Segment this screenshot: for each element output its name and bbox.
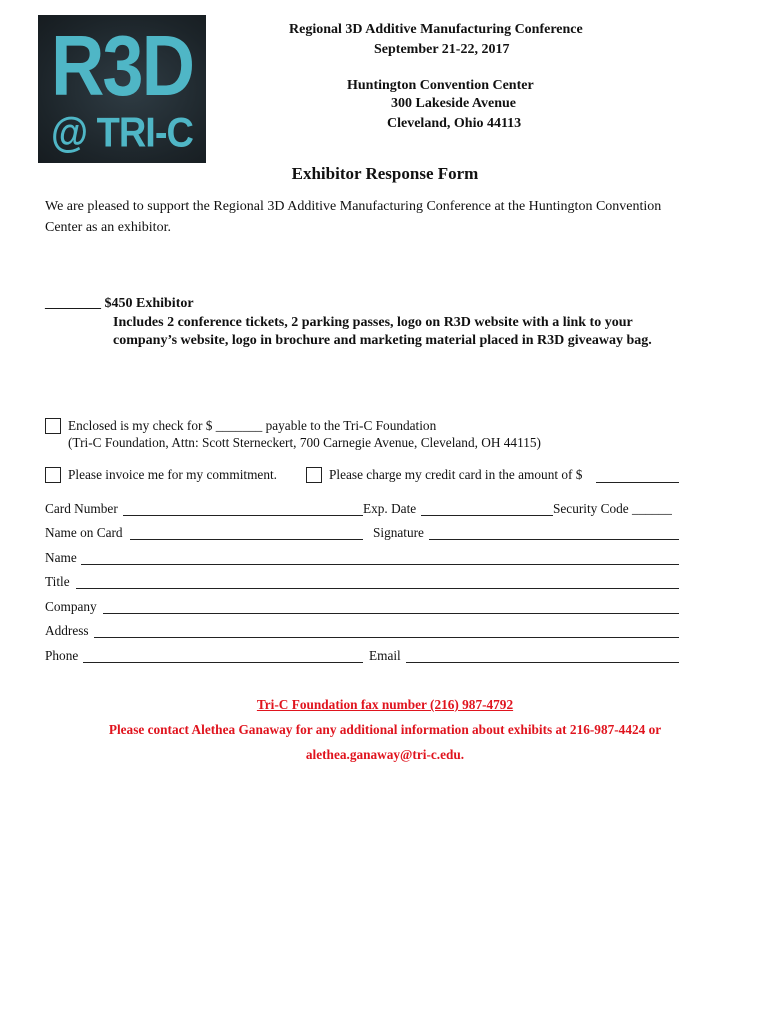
invoice-checkbox[interactable] bbox=[45, 467, 61, 483]
title-field[interactable] bbox=[76, 588, 679, 589]
intro-line-2: Center as an exhibitor. bbox=[45, 220, 171, 235]
invoice-label: Please invoice me for my commitment. bbox=[68, 467, 278, 482]
contact-info-line-1: Please contact Alethea Ganaway for any additional information about exhibits at 216-987-4424 or bbox=[108, 722, 662, 737]
address-field[interactable] bbox=[94, 637, 679, 638]
name-field[interactable] bbox=[81, 564, 679, 565]
company-label: Company bbox=[45, 599, 97, 614]
exhibitor-blank[interactable]: ________ bbox=[45, 296, 101, 311]
form-title: Exhibitor Response Form bbox=[291, 164, 479, 183]
exhibitor-option bbox=[45, 296, 194, 312]
logo-tri-c-text: @ TRI-C bbox=[51, 110, 193, 157]
intro-paragraph bbox=[45, 196, 735, 238]
conference-name: Regional 3D Additive Manufacturing Conference bbox=[289, 22, 583, 37]
phone-label: Phone bbox=[45, 648, 79, 663]
email-label: Email bbox=[369, 648, 401, 663]
r3d-tri-c-logo bbox=[38, 15, 206, 163]
security-code-field[interactable]: ______ bbox=[632, 501, 672, 516]
exp-date-field[interactable] bbox=[421, 515, 553, 516]
security-code-label: Security Code bbox=[553, 501, 629, 516]
name-label: Name bbox=[45, 550, 77, 565]
title-label: Title bbox=[45, 574, 70, 589]
venue-name: Huntington Convention Center bbox=[347, 78, 534, 93]
company-field[interactable] bbox=[103, 613, 679, 614]
signature-label: Signature bbox=[373, 525, 424, 540]
card-number-field[interactable] bbox=[123, 515, 363, 516]
name-on-card-label: Name on Card bbox=[45, 525, 123, 540]
conference-dates: September 21-22, 2017 bbox=[374, 42, 510, 57]
check-mailing-address: (Tri-C Foundation, Attn: Scott Sterneckert, 700 Carnegie Avenue, Cleveland, OH 44115) bbox=[68, 435, 541, 450]
phone-field[interactable] bbox=[83, 662, 363, 663]
address-label: Address bbox=[45, 623, 89, 638]
exhibitor-desc-line-2: company’s website, logo in brochure and marketing material placed in R3D giveaway bag. bbox=[113, 333, 652, 348]
card-number-label: Card Number bbox=[45, 501, 118, 516]
signature-field[interactable] bbox=[429, 539, 679, 540]
check-payable-label: payable to the Tri-C Foundation bbox=[265, 418, 437, 433]
name-on-card-field[interactable] bbox=[130, 539, 363, 540]
check-amount-blank[interactable]: _______ bbox=[215, 418, 263, 433]
contact-email[interactable]: alethea.ganaway@tri-c.edu. bbox=[305, 747, 465, 762]
credit-amount-field[interactable] bbox=[596, 482, 679, 483]
credit-card-label: Please charge my credit card in the amount of $ bbox=[329, 467, 583, 482]
check-payment-line bbox=[68, 418, 436, 434]
security-code-line bbox=[553, 501, 672, 517]
credit-card-checkbox[interactable] bbox=[306, 467, 322, 483]
exhibitor-desc-line-1: Includes 2 conference tickets, 2 parking passes, logo on R3D website with a link to your bbox=[113, 315, 633, 330]
intro-line-1: We are pleased to support the Regional 3D Additive Manufacturing Conference at the Huntington Convention bbox=[45, 199, 662, 214]
exhibitor-label: $450 Exhibitor bbox=[104, 296, 194, 311]
email-field[interactable] bbox=[406, 662, 679, 663]
exp-date-label: Exp. Date bbox=[363, 501, 417, 516]
logo-r3d-text: R3D bbox=[50, 18, 194, 114]
venue-city: Cleveland, Ohio 44113 bbox=[387, 116, 522, 131]
fax-number: Tri-C Foundation fax number (216) 987-4792 bbox=[256, 697, 514, 712]
venue-street: 300 Lakeside Avenue bbox=[391, 96, 516, 111]
check-payment-label: Enclosed is my check for $ bbox=[68, 418, 213, 433]
check-payment-checkbox[interactable] bbox=[45, 418, 61, 434]
